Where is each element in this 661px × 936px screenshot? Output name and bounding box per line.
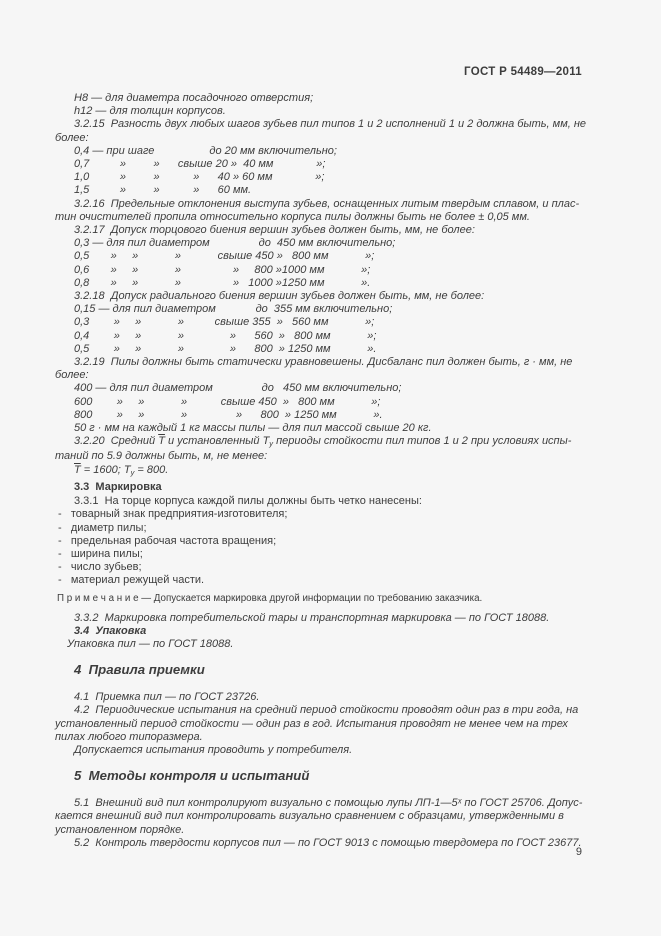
- durability-values-line: $\overline{T} = 1600$; $T_у = 800$.: [74, 463, 169, 477]
- imbalance-extra-line: 50 г · мм на каждый 1 кг массы пилы — для пил массой свыше 20 кг.: [74, 422, 432, 435]
- pitch-diff-row-2: 0,7 » » свыше 20 » 40 мм »;: [74, 158, 326, 171]
- clause-3-3-1: 3.3.1 На торце корпуса каждой пилы должны быть четко нанесены:: [74, 495, 422, 508]
- marking-list-item-3: - предельная рабочая частота вращения;: [58, 534, 277, 547]
- marking-list-item-2: - диаметр пилы;: [58, 521, 147, 534]
- standard-code: ГОСТ Р 54489—2011: [464, 66, 582, 78]
- imbalance-row-2: 600 » » » свыше 450 » 800 мм »;: [74, 395, 381, 408]
- axial-runout-row-1: 0,3 — для пил диаметром до 450 мм включительно;: [74, 237, 396, 250]
- clause-3-3-2: 3.3.2 Маркировка потребительской тары и транспортная маркировка — по ГОСТ 18088.: [74, 611, 550, 624]
- imbalance-row-1: 400 — для пил диаметром до 450 мм включительно;: [74, 382, 402, 395]
- clause-3-2-16-cont: тин очистителей пропила относительно корпуса пилы должны быть не более ± 0,05 мм.: [55, 210, 530, 223]
- clause-5-1: 5.1 Внешний вид пил контролируют визуально с помощью лупы ЛП-1—5ˣ по ГОСТ 25706. Допус-: [74, 797, 583, 810]
- clause-4-2-cont-1: установленный период стойкости — один раз в год. Испытания проводят не менее чем на трех: [55, 717, 568, 730]
- imbalance-row-3: 800 » » » » 800 » 1250 мм ».: [74, 408, 383, 421]
- axial-runout-row-3: 0,6 » » » » 800 »1000 мм »;: [74, 263, 371, 276]
- marking-list-item-6: - материал режущей части.: [58, 574, 205, 587]
- clause-5-1-cont-1: кается внешний вид пил контролировать визуально сравнением с образцами, утвержденными в: [55, 810, 564, 823]
- marking-list-item-5: - число зубьев;: [58, 561, 142, 574]
- packaging-line: Упаковка пил — по ГОСТ 18088.: [67, 637, 234, 650]
- clause-5-2: 5.2 Контроль твердости корпусов пил — по ГОСТ 9013 с помощью твердомера по ГОСТ 23677.: [74, 836, 582, 849]
- document-body: [55, 92, 615, 850]
- pitch-diff-row-4: 1,5 » » » 60 мм.: [74, 184, 252, 197]
- clause-3-2-17: 3.2.17 Допуск торцового биения вершин зубьев должен быть, мм, не более:: [74, 224, 475, 237]
- clause-3-2-20-cont: таний по 5.9 должны быть, м, не менее:: [55, 450, 268, 463]
- section-heading-5: 5 Методы контроля и испытаний: [74, 768, 310, 784]
- clause-3-2-15: 3.2.15 Разность двух любых шагов зубьев пил типов 1 и 2 исполнений 1 и 2 должна быть, мм, не: [74, 118, 587, 131]
- axial-runout-row-2: 0,5 » » » свыше 450 » 800 мм »;: [74, 250, 375, 263]
- clause-4-2-extra: Допускается испытания проводить у потребителя.: [74, 743, 353, 756]
- clause-3-2-20: 3.2.20 Средний $\overline{T}$ и установленный $T_у$ периоды стойкости пил типов 1 и 2 при условиях испы-: [74, 435, 572, 449]
- clause-3-2-15-cont: более:: [55, 131, 89, 144]
- clause-4-1: 4.1 Приемка пил — по ГОСТ 23726.: [74, 691, 260, 704]
- tolerance-h8-line: H8 — для диаметра посадочного отверстия;: [74, 92, 314, 104]
- note-line: П р и м е ч а н и е — Допускается маркировка другой информации по требованию заказчика.: [57, 592, 483, 604]
- clause-3-2-18: 3.2.18 Допуск радиального биения вершин зубьев должен быть, мм, не более:: [74, 290, 485, 303]
- clause-4-2-cont-2: пилах любого типоразмера.: [55, 730, 203, 743]
- clause-5-1-cont-2: установленном порядке.: [55, 823, 185, 836]
- page-number: 9: [575, 846, 582, 858]
- radial-runout-row-3: 0,4 » » » » 560 » 800 мм »;: [74, 329, 377, 342]
- heading-3-3-marking: 3.3 Маркировка: [74, 480, 162, 493]
- section-heading-4: 4 Правила приемки: [74, 662, 205, 678]
- radial-runout-row-2: 0,3 » » » свыше 355 » 560 мм »;: [74, 316, 375, 329]
- radial-runout-row-1: 0,15 — для пил диаметром до 355 мм включительно;: [74, 303, 393, 316]
- heading-3-4-packaging: 3.4 Упаковка: [74, 624, 147, 637]
- radial-runout-row-4: 0,5 » » » » 800 » 1250 мм ».: [74, 342, 377, 355]
- marking-list-item-4: - ширина пилы;: [58, 547, 143, 560]
- tolerance-h12-line: h12 — для толщин корпусов.: [74, 105, 226, 118]
- clause-3-2-16: 3.2.16 Предельные отклонения выступа зубьев, оснащенных литым твердым сплавом, и плас-: [74, 197, 580, 210]
- marking-list-item-1: - товарный знак предприятия-изготовителя;: [58, 508, 288, 521]
- clause-3-2-19-cont: более:: [55, 369, 89, 382]
- axial-runout-row-4: 0,8 » » » » 1000 »1250 мм ».: [74, 276, 371, 289]
- clause-4-2: 4.2 Периодические испытания на средний период стойкости проводят один раз в три года, на: [74, 704, 579, 717]
- pitch-diff-row-1: 0,4 — при шаге до 20 мм включительно;: [74, 144, 337, 157]
- pitch-diff-row-3: 1,0 » » » 40 » 60 мм »;: [74, 171, 325, 184]
- clause-3-2-19: 3.2.19 Пилы должны быть статически уравновешены. Дисбаланс пил должен быть, г · мм, не: [74, 356, 573, 369]
